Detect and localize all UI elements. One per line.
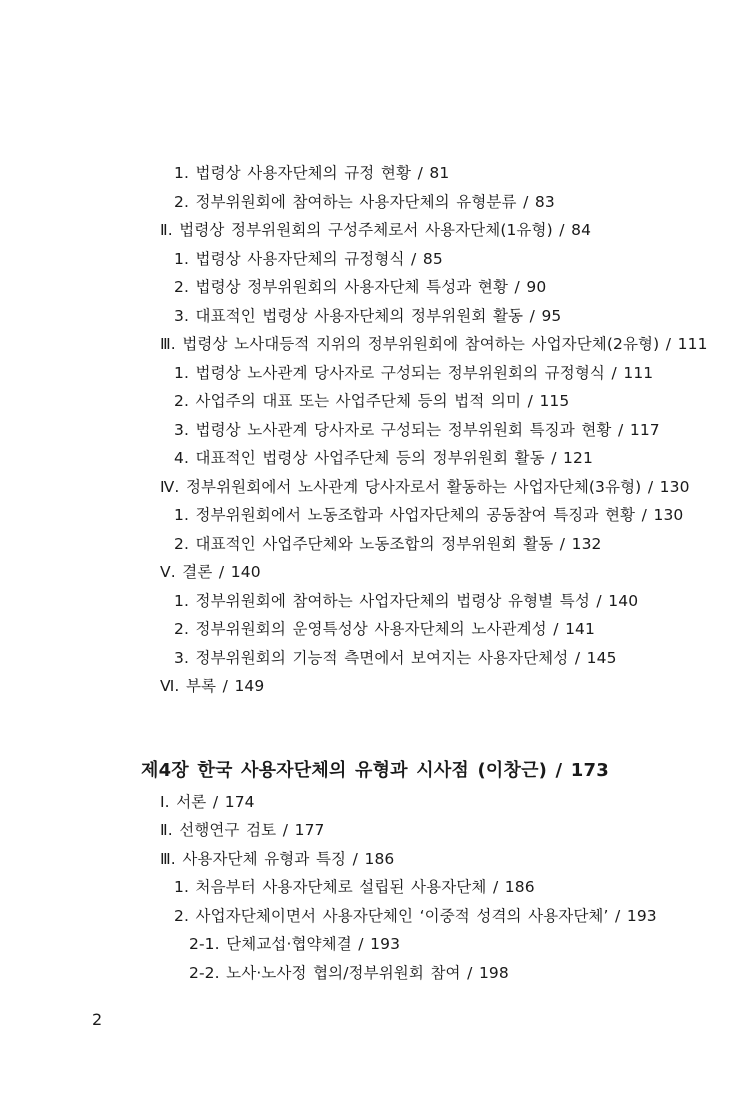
toc-entry: Ⅱ. 법령상 정부위원회의 구성주체로서 사용자단체(1유형) / 84 (160, 221, 592, 239)
toc-entry: Ⅰ. 서론 / 174 (160, 793, 255, 811)
toc-entry: Ⅴ. 결론 / 140 (160, 563, 261, 581)
toc-entry: 2-2. 노사·노사정 협의/정부위원회 참여 / 198 (189, 964, 509, 982)
toc-entry: 2. 정부위원회의 운영특성상 사용자단체의 노사관계성 / 141 (174, 620, 595, 638)
toc-entry: 3. 법령상 노사관계 당사자로 구성되는 정부위원회 특징과 현황 / 117 (174, 421, 660, 439)
toc-entry: 3. 대표적인 법령상 사용자단체의 정부위원회 활동 / 95 (174, 307, 562, 325)
toc-entry: Ⅵ. 부록 / 149 (160, 677, 265, 695)
toc-entry: Ⅲ. 사용자단체 유형과 특징 / 186 (160, 850, 395, 868)
toc-entry: Ⅳ. 정부위원회에서 노사관계 당사자로서 활동하는 사업자단체(3유형) / 130 (160, 478, 690, 496)
toc-entry: 4. 대표적인 법령상 사업주단체 등의 정부위원회 활동 / 121 (174, 449, 593, 467)
toc-entry: Ⅲ. 법령상 노사대등적 지위의 정부위원회에 참여하는 사업자단체(2유형) / 111 (160, 335, 708, 353)
toc-entry: 2-1. 단체교섭·협약체결 / 193 (189, 935, 401, 953)
toc-entry: 1. 정부위원회에서 노동조합과 사업자단체의 공동참여 특징과 현황 / 130 (174, 506, 684, 524)
toc-entry: 1. 법령상 사용자단체의 규정형식 / 85 (174, 250, 443, 268)
toc-entry: 2. 대표적인 사업주단체와 노동조합의 정부위원회 활동 / 132 (174, 535, 602, 553)
toc-entry: Ⅱ. 선행연구 검토 / 177 (160, 821, 325, 839)
toc-entry: 1. 법령상 사용자단체의 규정 현황 / 81 (174, 164, 450, 182)
toc-entry: 1. 처음부터 사용자단체로 설립된 사용자단체 / 186 (174, 878, 535, 896)
toc-entry: 2. 정부위원회에 참여하는 사용자단체의 유형분류 / 83 (174, 193, 555, 211)
toc-entry: 1. 정부위원회에 참여하는 사업자단체의 법령상 유형별 특성 / 140 (174, 592, 639, 610)
toc-entry: 1. 법령상 노사관계 당사자로 구성되는 정부위원회의 규정형식 / 111 (174, 364, 654, 382)
chapter-title: 제4장 한국 사용자단체의 유형과 시사점 (이창근) / 173 (141, 760, 609, 781)
toc-entry: 2. 법령상 정부위원회의 사용자단체 특성과 현황 / 90 (174, 278, 547, 296)
toc-entry: 2. 사업주의 대표 또는 사업주단체 등의 법적 의미 / 115 (174, 392, 570, 410)
page-number: 2 (92, 1010, 103, 1029)
toc-entry: 3. 정부위원회의 기능적 측면에서 보여지는 사용자단체성 / 145 (174, 649, 617, 667)
toc-entry: 2. 사업자단체이면서 사용자단체인 ‘이중적 성격의 사용자단체’ / 193 (174, 907, 657, 925)
